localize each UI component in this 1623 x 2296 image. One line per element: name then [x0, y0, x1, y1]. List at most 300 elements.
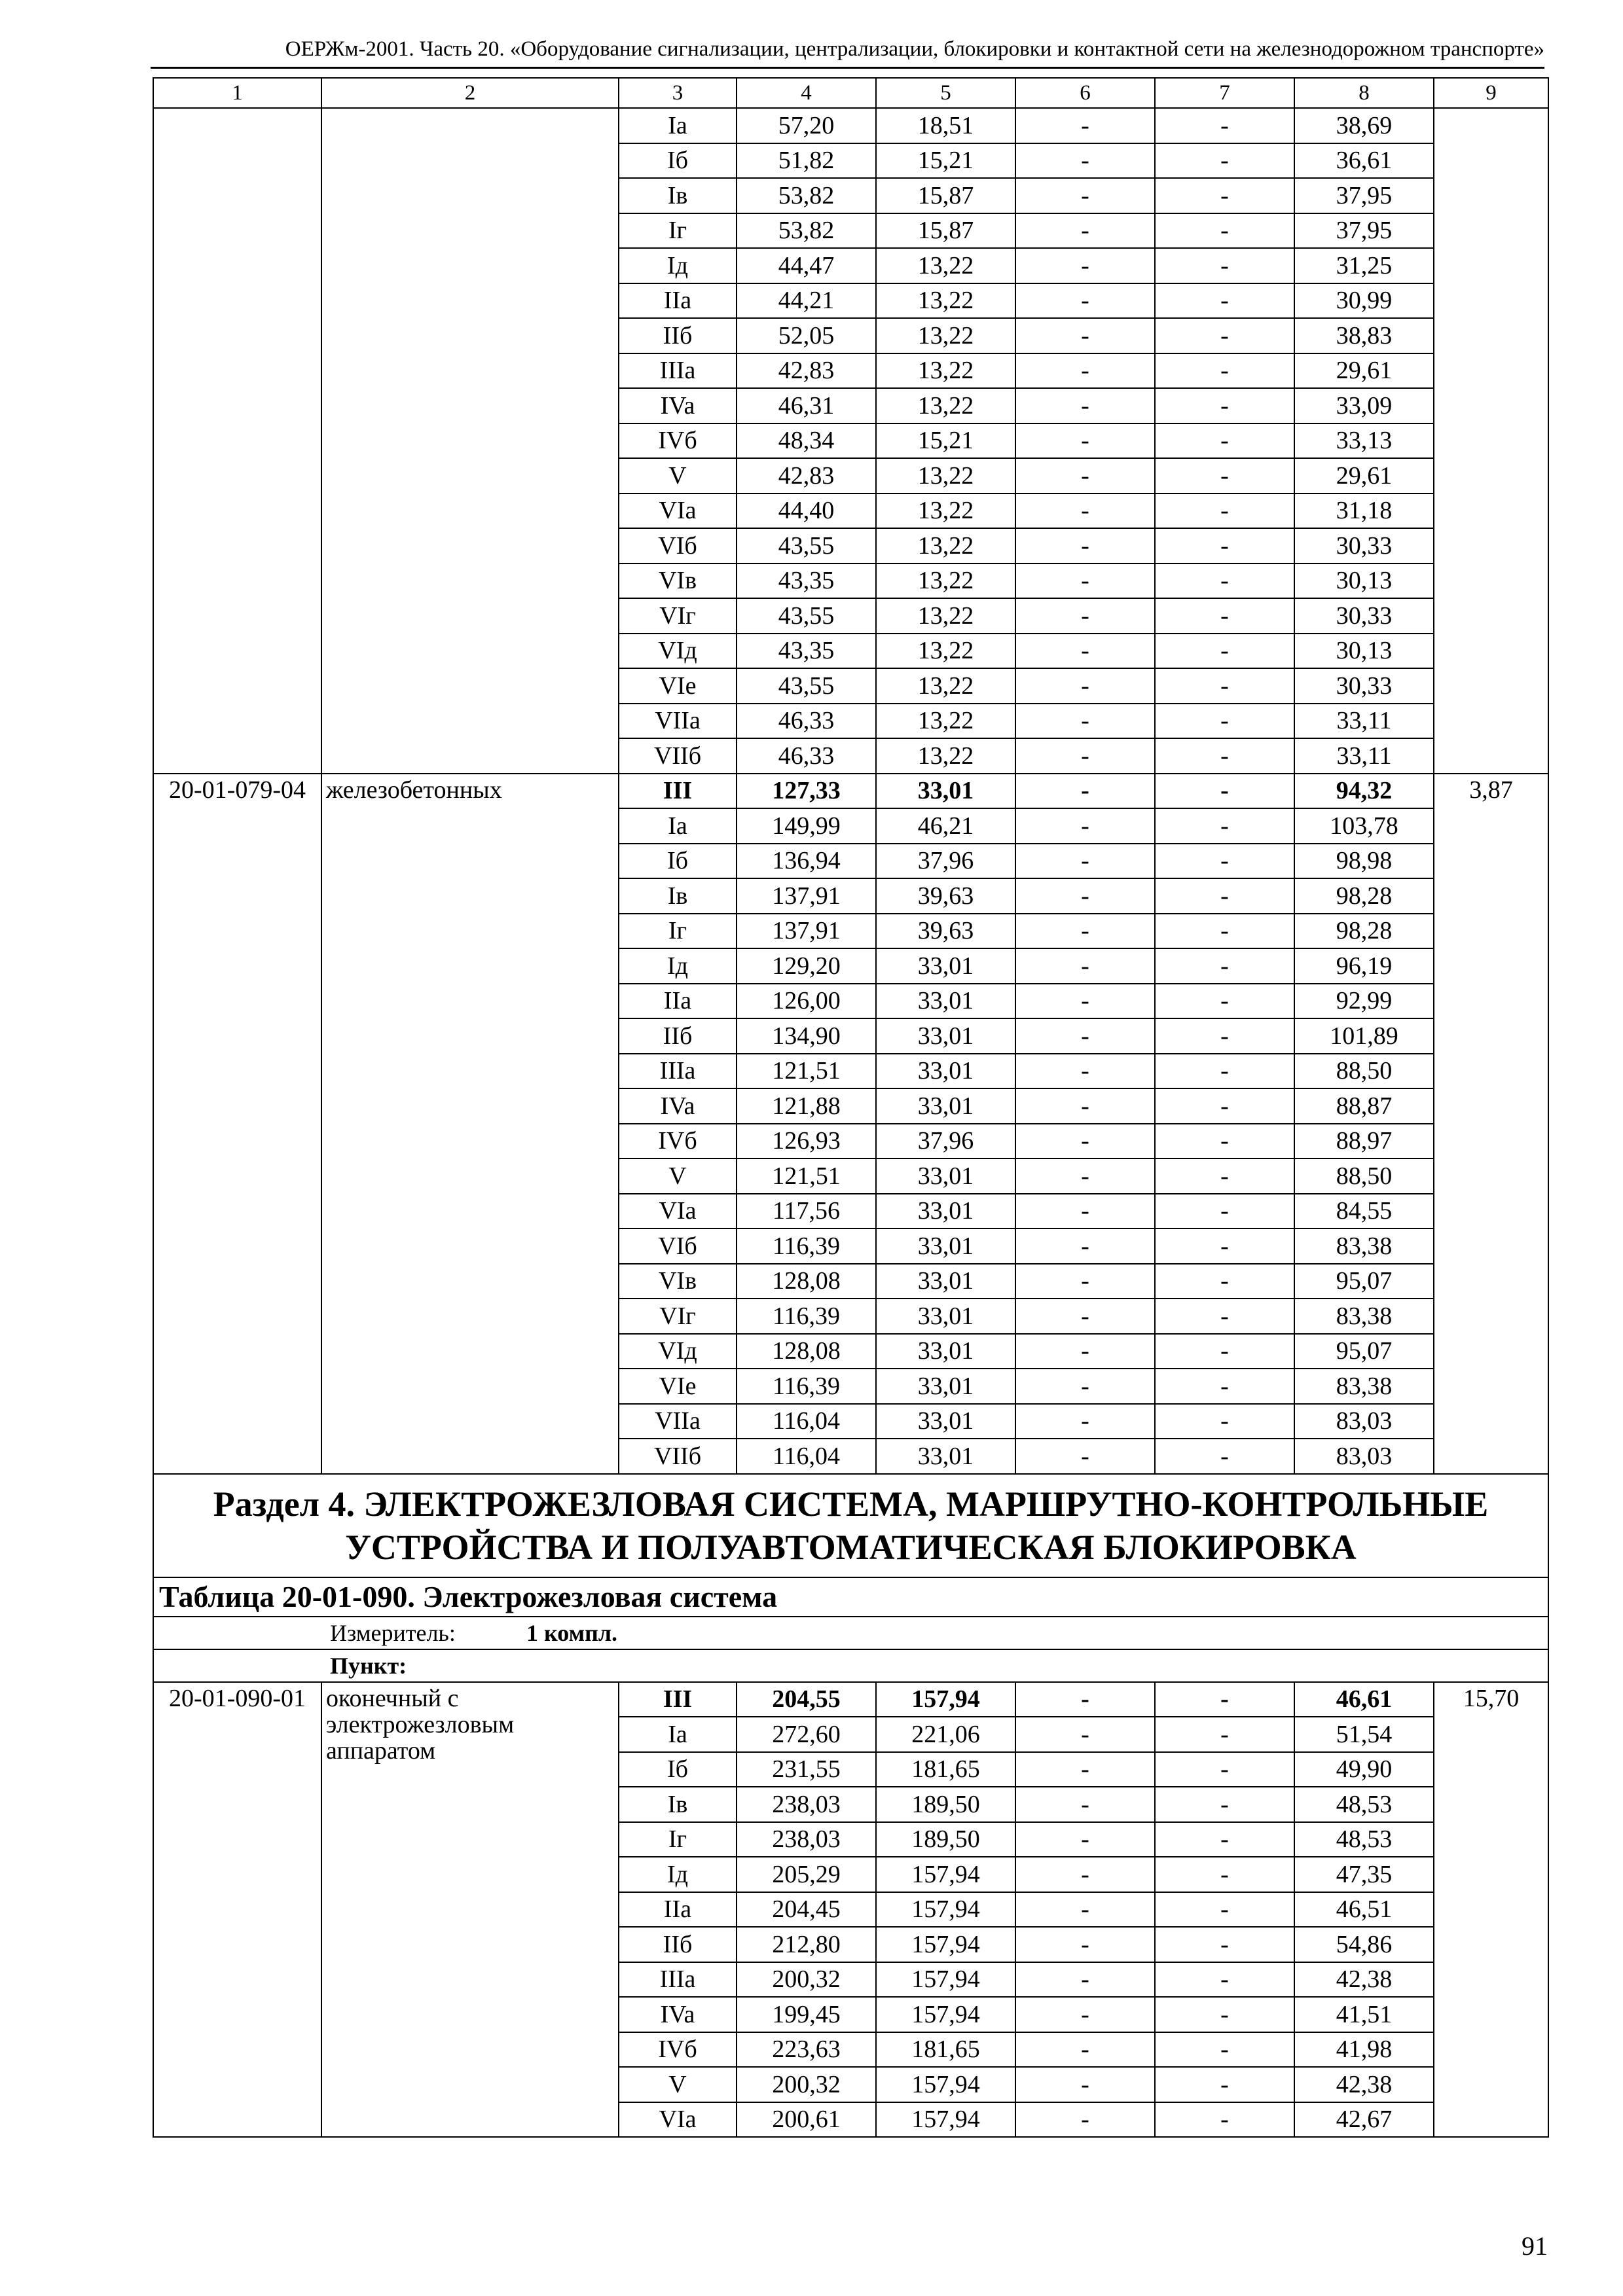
value-cell: 95,07 — [1294, 1334, 1434, 1369]
zone-cell: VIд — [619, 634, 737, 669]
value-cell: - — [1015, 1088, 1155, 1124]
zone-cell: III — [619, 1682, 737, 1717]
value-cell: - — [1015, 1682, 1155, 1717]
zone-cell: Iд — [619, 948, 737, 984]
zone-cell: IIa — [619, 984, 737, 1019]
value-cell: 157,94 — [876, 1997, 1015, 2032]
value-cell: 83,03 — [1294, 1439, 1434, 1474]
value-cell: 33,01 — [876, 1264, 1015, 1299]
value-cell: 88,50 — [1294, 1158, 1434, 1194]
value-cell: - — [1015, 704, 1155, 739]
coefficient-cell: 3,87 — [1434, 774, 1548, 1474]
value-cell: - — [1155, 914, 1294, 949]
column-number: 4 — [737, 78, 876, 108]
value-cell: - — [1155, 774, 1294, 809]
value-cell: 204,55 — [737, 1682, 876, 1717]
value-cell: 54,86 — [1294, 1927, 1434, 1962]
value-cell: - — [1015, 1018, 1155, 1054]
value-cell: 38,69 — [1294, 108, 1434, 143]
value-cell: 13,22 — [876, 458, 1015, 493]
value-cell: 51,54 — [1294, 1717, 1434, 1752]
value-cell: 128,08 — [737, 1264, 876, 1299]
value-cell: 43,35 — [737, 564, 876, 599]
value-cell: 38,83 — [1294, 318, 1434, 353]
value-cell: 33,01 — [876, 1088, 1015, 1124]
zone-cell: VIIб — [619, 1439, 737, 1474]
value-cell: - — [1015, 388, 1155, 423]
zone-cell: VIIб — [619, 738, 737, 774]
value-cell: 48,53 — [1294, 1822, 1434, 1857]
value-cell: 200,61 — [737, 2102, 876, 2138]
value-cell: 51,82 — [737, 143, 876, 179]
value-cell: - — [1155, 1857, 1294, 1892]
value-cell: 37,95 — [1294, 178, 1434, 213]
zone-cell: Iд — [619, 1857, 737, 1892]
value-cell: 83,03 — [1294, 1404, 1434, 1439]
value-cell: 46,61 — [1294, 1682, 1434, 1717]
column-number: 8 — [1294, 78, 1434, 108]
value-cell: 13,22 — [876, 388, 1015, 423]
value-cell: 13,22 — [876, 598, 1015, 634]
table-title-row — [153, 1577, 1548, 1617]
zone-cell: Ia — [619, 108, 737, 143]
punkt-label: Пункт: — [330, 1652, 407, 1679]
value-cell: 33,01 — [876, 948, 1015, 984]
value-cell: 48,34 — [737, 423, 876, 459]
value-cell: 189,50 — [876, 1822, 1015, 1857]
value-cell: 33,01 — [876, 1334, 1015, 1369]
table-row — [153, 1682, 1548, 1717]
value-cell: 42,38 — [1294, 2067, 1434, 2102]
value-cell: - — [1155, 948, 1294, 984]
value-cell: 221,06 — [876, 1717, 1015, 1752]
value-cell: - — [1015, 178, 1155, 213]
value-cell: - — [1015, 1158, 1155, 1194]
value-cell: 33,01 — [876, 1369, 1015, 1404]
value-cell: 88,87 — [1294, 1088, 1434, 1124]
rates-table — [153, 77, 1549, 2138]
zone-cell: VIIa — [619, 704, 737, 739]
value-cell: 39,63 — [876, 914, 1015, 949]
value-cell: - — [1155, 2067, 1294, 2102]
value-cell: 30,13 — [1294, 564, 1434, 599]
value-cell: 199,45 — [737, 1997, 876, 2032]
value-cell: - — [1155, 1682, 1294, 1717]
value-cell: 88,97 — [1294, 1124, 1434, 1159]
value-cell: - — [1015, 1997, 1155, 2032]
value-cell: - — [1155, 1404, 1294, 1439]
value-cell: - — [1155, 1787, 1294, 1822]
value-cell: 98,28 — [1294, 914, 1434, 949]
zone-cell: Iв — [619, 1787, 737, 1822]
value-cell: 127,33 — [737, 774, 876, 809]
zone-cell: VIб — [619, 528, 737, 564]
value-cell: - — [1155, 318, 1294, 353]
zone-cell: Iд — [619, 248, 737, 283]
punkt-cell — [153, 1649, 1548, 1682]
value-cell: - — [1015, 2032, 1155, 2068]
zone-cell: IIIa — [619, 1962, 737, 1998]
name-cell — [321, 108, 619, 774]
value-cell: 117,56 — [737, 1194, 876, 1229]
value-cell: 46,33 — [737, 704, 876, 739]
value-cell: - — [1155, 353, 1294, 389]
value-cell: - — [1155, 1334, 1294, 1369]
value-cell: 116,39 — [737, 1229, 876, 1264]
table-title: Таблица 20-01-090. Электрожезловая система — [153, 1577, 1548, 1617]
value-cell: 129,20 — [737, 948, 876, 984]
value-cell: 13,22 — [876, 738, 1015, 774]
value-cell: 53,82 — [737, 178, 876, 213]
zone-cell: IVб — [619, 423, 737, 459]
value-cell: - — [1155, 178, 1294, 213]
value-cell: - — [1155, 108, 1294, 143]
value-cell: - — [1155, 1088, 1294, 1124]
value-cell: - — [1155, 2032, 1294, 2068]
value-cell: 83,38 — [1294, 1299, 1434, 1334]
value-cell: - — [1015, 283, 1155, 319]
value-cell: - — [1015, 493, 1155, 529]
value-cell: 31,18 — [1294, 493, 1434, 529]
value-cell: 37,96 — [876, 844, 1015, 879]
value-cell: - — [1015, 1439, 1155, 1474]
code-cell — [153, 108, 321, 774]
value-cell: 53,82 — [737, 213, 876, 249]
value-cell: 13,22 — [876, 283, 1015, 319]
value-cell: - — [1015, 1717, 1155, 1752]
zone-cell: VIв — [619, 1264, 737, 1299]
table-row — [153, 774, 1548, 809]
zone-cell: VIг — [619, 1299, 737, 1334]
value-cell: 33,01 — [876, 1229, 1015, 1264]
value-cell: 13,22 — [876, 528, 1015, 564]
item-name: железобетонных — [321, 774, 619, 1474]
column-number: 9 — [1434, 78, 1548, 108]
value-cell: - — [1155, 423, 1294, 459]
zone-cell: IVa — [619, 388, 737, 423]
value-cell: 88,50 — [1294, 1054, 1434, 1089]
value-cell: 47,35 — [1294, 1857, 1434, 1892]
value-cell: - — [1155, 143, 1294, 179]
value-cell: 94,32 — [1294, 774, 1434, 809]
value-cell: - — [1015, 598, 1155, 634]
value-cell: 30,13 — [1294, 634, 1434, 669]
zone-cell: IVa — [619, 1088, 737, 1124]
zone-cell: IIa — [619, 1892, 737, 1928]
column-number: 2 — [321, 78, 619, 108]
value-cell: - — [1155, 1962, 1294, 1998]
zone-cell: VIд — [619, 1334, 737, 1369]
zone-cell: VIe — [619, 1369, 737, 1404]
value-cell: 149,99 — [737, 808, 876, 844]
value-cell: - — [1155, 458, 1294, 493]
value-cell: 238,03 — [737, 1787, 876, 1822]
value-cell: 92,99 — [1294, 984, 1434, 1019]
value-cell: 33,09 — [1294, 388, 1434, 423]
value-cell: - — [1155, 808, 1294, 844]
value-cell: 116,04 — [737, 1404, 876, 1439]
value-cell: - — [1015, 1892, 1155, 1928]
value-cell: 98,98 — [1294, 844, 1434, 879]
value-cell: 157,94 — [876, 1857, 1015, 1892]
value-cell: 13,22 — [876, 318, 1015, 353]
value-cell: - — [1015, 564, 1155, 599]
column-number: 6 — [1015, 78, 1155, 108]
zone-cell: Iг — [619, 1822, 737, 1857]
zone-cell: IVб — [619, 2032, 737, 2068]
value-cell: - — [1015, 2067, 1155, 2102]
zone-cell: VIIa — [619, 1404, 737, 1439]
value-cell: 128,08 — [737, 1334, 876, 1369]
zone-cell: V — [619, 458, 737, 493]
value-cell: - — [1015, 738, 1155, 774]
value-cell: 30,99 — [1294, 283, 1434, 319]
value-cell: - — [1015, 458, 1155, 493]
value-cell: - — [1015, 353, 1155, 389]
value-cell: - — [1155, 1124, 1294, 1159]
zone-cell: IIб — [619, 1927, 737, 1962]
value-cell: 29,61 — [1294, 458, 1434, 493]
value-cell: - — [1015, 984, 1155, 1019]
value-cell: - — [1155, 1264, 1294, 1299]
value-cell: 44,47 — [737, 248, 876, 283]
value-cell: - — [1015, 948, 1155, 984]
value-cell: 13,22 — [876, 564, 1015, 599]
measure-unit: 1 компл. — [526, 1619, 618, 1646]
value-cell: 84,55 — [1294, 1194, 1434, 1229]
value-cell: 46,31 — [737, 388, 876, 423]
table-row — [153, 108, 1548, 143]
zone-cell: IIб — [619, 1018, 737, 1054]
value-cell: 13,22 — [876, 493, 1015, 529]
value-cell: 33,13 — [1294, 423, 1434, 459]
value-cell: 46,51 — [1294, 1892, 1434, 1928]
value-cell: - — [1015, 1264, 1155, 1299]
value-cell: - — [1155, 1439, 1294, 1474]
value-cell: - — [1155, 1194, 1294, 1229]
value-cell: - — [1155, 1927, 1294, 1962]
value-cell: 103,78 — [1294, 808, 1434, 844]
value-cell: 33,01 — [876, 774, 1015, 809]
value-cell: 121,88 — [737, 1088, 876, 1124]
value-cell: 33,01 — [876, 1194, 1015, 1229]
zone-cell: VIв — [619, 564, 737, 599]
value-cell: 15,87 — [876, 213, 1015, 249]
value-cell: - — [1015, 1962, 1155, 1998]
value-cell: - — [1015, 1054, 1155, 1089]
column-number: 5 — [876, 78, 1015, 108]
value-cell: - — [1155, 1822, 1294, 1857]
value-cell: 157,94 — [876, 2102, 1015, 2138]
value-cell: - — [1155, 1018, 1294, 1054]
value-cell: - — [1155, 1158, 1294, 1194]
zone-cell: V — [619, 1158, 737, 1194]
value-cell: 42,83 — [737, 458, 876, 493]
value-cell: 121,51 — [737, 1054, 876, 1089]
value-cell: - — [1155, 248, 1294, 283]
value-cell: 33,11 — [1294, 738, 1434, 774]
punkt-row — [153, 1649, 1548, 1682]
value-cell: - — [1015, 1299, 1155, 1334]
value-cell: 101,89 — [1294, 1018, 1434, 1054]
value-cell: 36,61 — [1294, 143, 1434, 179]
value-cell: - — [1015, 1229, 1155, 1264]
value-cell: 41,51 — [1294, 1997, 1434, 2032]
value-cell: 49,90 — [1294, 1752, 1434, 1787]
value-cell: - — [1015, 108, 1155, 143]
value-cell: 83,38 — [1294, 1369, 1434, 1404]
zone-cell: VIг — [619, 598, 737, 634]
value-cell: 30,33 — [1294, 668, 1434, 704]
value-cell: - — [1155, 844, 1294, 879]
value-cell: - — [1155, 213, 1294, 249]
zone-cell: IIIa — [619, 353, 737, 389]
value-cell: 33,01 — [876, 1299, 1015, 1334]
page-header: ОЕРЖм-2001. Часть 20. «Оборудование сигнализации, централизации, блокировки и контактной сети на железнодорожном транспорте» — [151, 34, 1544, 69]
value-cell: - — [1155, 564, 1294, 599]
value-cell: 231,55 — [737, 1752, 876, 1787]
value-cell: 15,21 — [876, 423, 1015, 459]
value-cell: - — [1155, 1892, 1294, 1928]
zone-cell: Iг — [619, 213, 737, 249]
value-cell: 52,05 — [737, 318, 876, 353]
value-cell: 223,63 — [737, 2032, 876, 2068]
value-cell: 204,45 — [737, 1892, 876, 1928]
value-cell: - — [1015, 668, 1155, 704]
value-cell: 116,04 — [737, 1439, 876, 1474]
zone-cell: VIб — [619, 1229, 737, 1264]
zone-cell: IVa — [619, 1997, 737, 2032]
value-cell: 43,55 — [737, 598, 876, 634]
value-cell: 48,53 — [1294, 1787, 1434, 1822]
value-cell: 29,61 — [1294, 353, 1434, 389]
value-cell: 43,55 — [737, 668, 876, 704]
value-cell: - — [1155, 598, 1294, 634]
value-cell: - — [1015, 1404, 1155, 1439]
zone-cell: IIa — [619, 283, 737, 319]
value-cell: 42,38 — [1294, 1962, 1434, 1998]
value-cell: - — [1015, 528, 1155, 564]
value-cell: 157,94 — [876, 1927, 1015, 1962]
value-cell: 126,00 — [737, 984, 876, 1019]
value-cell: 44,21 — [737, 283, 876, 319]
value-cell: 18,51 — [876, 108, 1015, 143]
value-cell: 30,33 — [1294, 528, 1434, 564]
value-cell: 126,93 — [737, 1124, 876, 1159]
value-cell: - — [1015, 1822, 1155, 1857]
value-cell: - — [1155, 1997, 1294, 2032]
value-cell: - — [1155, 738, 1294, 774]
value-cell: 37,96 — [876, 1124, 1015, 1159]
column-number-row — [153, 78, 1548, 108]
item-name: оконечный с электрожезловым аппаратом — [321, 1682, 619, 2138]
value-cell: 37,95 — [1294, 213, 1434, 249]
value-cell: 33,01 — [876, 1439, 1015, 1474]
value-cell: 200,32 — [737, 1962, 876, 1998]
zone-cell: V — [619, 2067, 737, 2102]
column-number: 7 — [1155, 78, 1294, 108]
value-cell: 13,22 — [876, 353, 1015, 389]
value-cell: 134,90 — [737, 1018, 876, 1054]
value-cell: 43,35 — [737, 634, 876, 669]
zone-cell: VIa — [619, 1194, 737, 1229]
value-cell: 212,80 — [737, 1927, 876, 1962]
zone-cell: III — [619, 774, 737, 809]
value-cell: - — [1155, 984, 1294, 1019]
value-cell: - — [1015, 318, 1155, 353]
value-cell: 96,19 — [1294, 948, 1434, 984]
section-title: Раздел 4. ЭЛЕКТРОЖЕЗЛОВАЯ СИСТЕМА, МАРШРУТНО-КОНТРОЛЬНЫЕ УСТРОЙСТВА И ПОЛУАВТОМАТИЧЕСКАЯ БЛОКИРОВКА — [153, 1474, 1548, 1577]
value-cell: 205,29 — [737, 1857, 876, 1892]
zone-cell: Iб — [619, 844, 737, 879]
value-cell: - — [1015, 2102, 1155, 2138]
value-cell: - — [1155, 283, 1294, 319]
value-cell: 44,40 — [737, 493, 876, 529]
value-cell: - — [1015, 878, 1155, 914]
value-cell: - — [1015, 1787, 1155, 1822]
value-cell: - — [1155, 1054, 1294, 1089]
value-cell: 33,11 — [1294, 704, 1434, 739]
zone-cell: Iб — [619, 1752, 737, 1787]
value-cell: 200,32 — [737, 2067, 876, 2102]
value-cell: - — [1155, 1299, 1294, 1334]
value-cell: 189,50 — [876, 1787, 1015, 1822]
value-cell: - — [1155, 704, 1294, 739]
value-cell: - — [1015, 914, 1155, 949]
section-row — [153, 1474, 1548, 1577]
value-cell: - — [1015, 844, 1155, 879]
zone-cell: Iв — [619, 178, 737, 213]
value-cell: 33,01 — [876, 1018, 1015, 1054]
value-cell: 31,25 — [1294, 248, 1434, 283]
value-cell: - — [1015, 1857, 1155, 1892]
value-cell: 181,65 — [876, 1752, 1015, 1787]
value-cell: - — [1015, 1194, 1155, 1229]
value-cell: 116,39 — [737, 1369, 876, 1404]
value-cell: 13,22 — [876, 634, 1015, 669]
value-cell: - — [1155, 668, 1294, 704]
value-cell: - — [1015, 634, 1155, 669]
value-cell: 46,21 — [876, 808, 1015, 844]
coefficient-cell — [1434, 108, 1548, 774]
value-cell: 57,20 — [737, 108, 876, 143]
item-code: 20-01-079-04 — [153, 774, 321, 1474]
zone-cell: Ia — [619, 1717, 737, 1752]
measure-cell — [153, 1617, 1548, 1649]
value-cell: 13,22 — [876, 668, 1015, 704]
value-cell: 46,33 — [737, 738, 876, 774]
value-cell: 39,63 — [876, 878, 1015, 914]
value-cell: - — [1155, 878, 1294, 914]
value-cell: 137,91 — [737, 914, 876, 949]
value-cell: 121,51 — [737, 1158, 876, 1194]
value-cell: 33,01 — [876, 1404, 1015, 1439]
value-cell: 42,67 — [1294, 2102, 1434, 2138]
value-cell: - — [1015, 248, 1155, 283]
value-cell: - — [1155, 2102, 1294, 2138]
value-cell: 238,03 — [737, 1822, 876, 1857]
value-cell: 157,94 — [876, 2067, 1015, 2102]
zone-cell: Iв — [619, 878, 737, 914]
value-cell: - — [1155, 1717, 1294, 1752]
zone-cell: IIIa — [619, 1054, 737, 1089]
zone-cell: Iб — [619, 143, 737, 179]
zone-cell: VIe — [619, 668, 737, 704]
measure-label: Измеритель: — [330, 1619, 456, 1646]
value-cell: - — [1155, 528, 1294, 564]
value-cell: 181,65 — [876, 2032, 1015, 2068]
value-cell: 15,87 — [876, 178, 1015, 213]
